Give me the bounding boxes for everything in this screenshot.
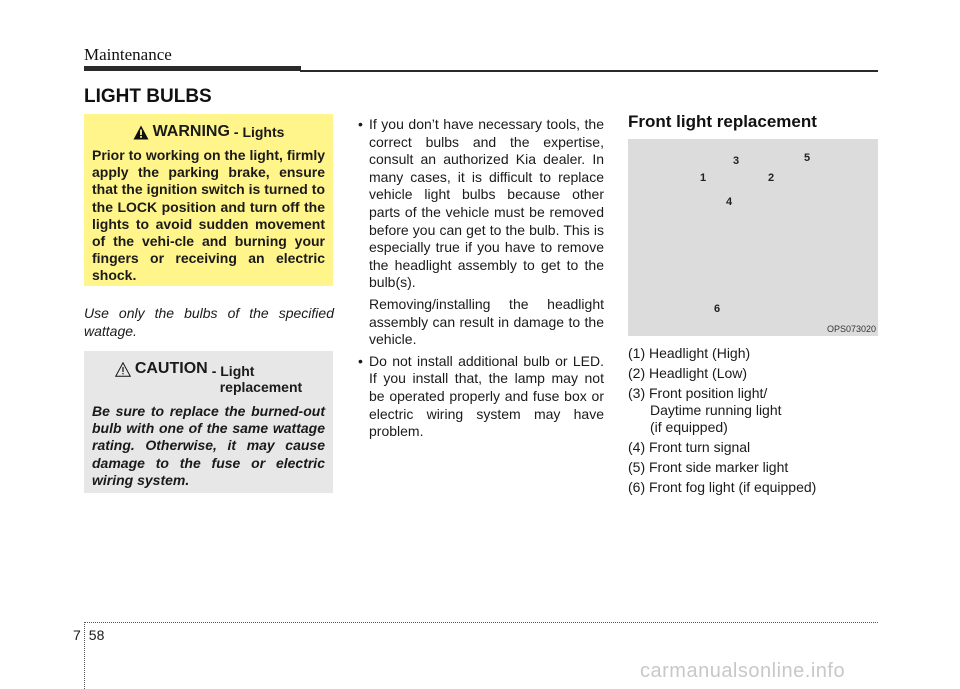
caution-triangle-icon (115, 362, 131, 377)
legend-item-text: (3) Front position light/ (628, 385, 768, 401)
figure-label: 1 (700, 172, 707, 184)
warning-body: Prior to working on the light, firmly apply the parking brake, ensure that the ignition switch is turned to the LOCK position and turn off the lights to avoid sudden movement of the vehi-cle and burning your fingers or receiving an electric shock. (92, 147, 325, 284)
bullet-text: Do not install additional bulb or LED. If you install that, the lamp may not be operated properly and fuse box or electric wiring system may have problem. (369, 352, 604, 440)
section-title: LIGHT BULBS (84, 86, 212, 107)
wattage-note: Use only the bulbs of the specified wattage. (84, 305, 334, 339)
middle-column (358, 116, 604, 445)
caution-subject (212, 363, 302, 395)
caution-body: Be sure to replace the burned-out bulb with one of the same wattage rating. Otherwise, it may cause damage to the fuse or electric wiring system. (92, 403, 325, 488)
figure-caption: OPS073020 (826, 324, 876, 334)
chapter-number: 7 (73, 627, 81, 643)
legend-item-extra: Daytime running light (650, 402, 782, 418)
front-light-title: Front light replacement (628, 112, 817, 131)
warning-word: WARNING (152, 123, 230, 140)
front-light-figure (628, 139, 878, 336)
front-light-legend (628, 345, 878, 499)
header-bar-thick (84, 66, 301, 71)
legend-item: (4) Front turn signal (628, 439, 751, 455)
bullet-item (358, 353, 604, 441)
footer-rule (84, 622, 878, 623)
bullet-mark: • (358, 352, 363, 369)
page-header-title: Maintenance (84, 45, 172, 64)
bullet-item (358, 116, 604, 292)
caution-subject-line-1: - Light (211, 363, 255, 379)
legend-item: (2) Headlight (Low) (628, 365, 748, 381)
warning-box (84, 114, 333, 286)
warning-heading (92, 123, 325, 141)
caution-box (84, 351, 333, 493)
figure-label: 2 (768, 172, 775, 184)
watermark: carmanualsonline.info (640, 660, 846, 682)
header-bar-thin (300, 70, 878, 72)
page-number-value: 58 (88, 627, 105, 643)
warning-subject: - Lights (233, 124, 285, 140)
figure-label: 6 (714, 303, 721, 315)
warning-triangle-icon (133, 125, 149, 140)
figure-label: 3 (733, 155, 740, 167)
legend-item: (6) Front fog light (if equipped) (628, 479, 817, 495)
legend-item: (1) Headlight (High) (628, 345, 751, 361)
caution-subject-line-2: replacement (219, 379, 303, 395)
legend-item-extra: (if equipped) (650, 419, 728, 435)
legend-item (628, 385, 878, 436)
bullet-mark: • (358, 116, 363, 132)
legend-item: (5) Front side marker light (628, 459, 789, 475)
caution-word: CAUTION (134, 360, 208, 377)
figure-label: 5 (804, 152, 811, 164)
bullet-text: If you don’t have necessary tools, the correct bulbs and the expertise, consult an authorized Kia dealer. In many cases, it is difficult to replace vehicle light bulbs because other parts of the vehicle must be removed before you can get to the bulb. This is especially true if you have to remove the headlight assembly to get to the bulb(s). (369, 116, 604, 291)
bullet-continuation: Removing/installing the headlight assembly can result in damage to the vehicle. (369, 295, 604, 348)
page-number (73, 627, 104, 643)
figure-label: 4 (726, 196, 733, 208)
caution-heading (92, 360, 325, 395)
